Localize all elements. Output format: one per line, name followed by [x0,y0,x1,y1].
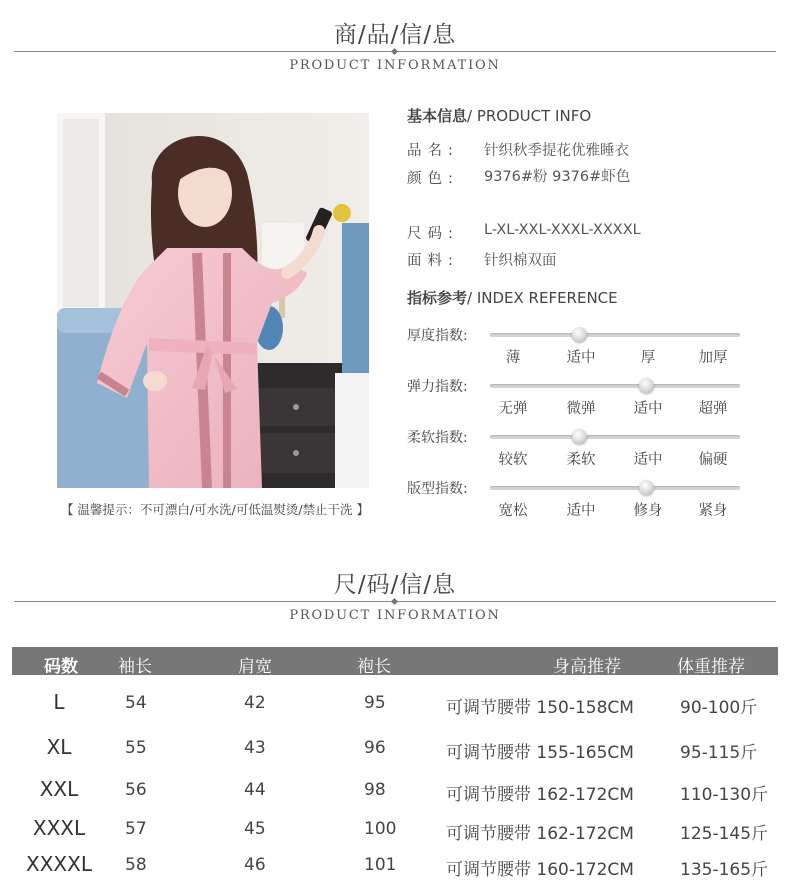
size-cell-2-0: XXL [39,777,79,801]
size-cell-2-1: 56 [125,780,147,800]
index-option-2-3: 偏硬 [698,452,728,468]
size-cell-4-4: 可调节腰带 160-172CM [446,860,634,880]
size-cell-4-3: 101 [364,855,397,875]
basic-info-heading [407,105,591,126]
index-slider-knob-1 [639,378,654,393]
size-cell-4-1: 58 [125,855,147,875]
index-slider-track-1 [490,384,740,388]
info-label-color: 颜色: [407,171,459,187]
product-info-title: 商/品/信/息 [333,22,457,48]
info-value-size: L-XL-XXL-XXXL-XXXXL [484,222,641,238]
size-cell-3-0: XXXL [32,816,86,840]
size-cell-3-2: 45 [244,819,266,839]
index-option-0-0: 薄 [505,350,521,366]
index-slider-track-2 [490,435,740,439]
size-cell-0-4: 可调节腰带 150-158CM [446,698,634,718]
index-reference-heading-en: / INDEX REFERENCE [467,289,618,307]
size-cell-2-5: 110-130斤 [680,785,769,805]
care-instructions: 【 温馨提示：不可漂白/可水洗/可低温熨烫/禁止干洗 】 [60,502,370,517]
size-cell-0-3: 95 [364,693,386,713]
index-label-2: 柔软指数: [407,430,468,446]
index-slider-knob-3 [639,480,654,495]
size-cell-3-1: 57 [125,819,147,839]
size-cell-2-4: 可调节腰带 162-172CM [446,785,634,805]
size-cell-2-2: 44 [244,780,266,800]
index-option-2-1: 柔软 [566,452,596,468]
index-slider-track-0 [490,333,740,337]
index-option-1-1: 微弹 [566,401,596,417]
info-value-color: 9376#粉 9376#虾色 [484,169,631,185]
index-label-0: 厚度指数: [407,328,468,344]
index-option-1-0: 无弹 [498,401,528,417]
size-cell-0-0: L [53,690,65,714]
index-option-0-3: 加厚 [698,350,728,366]
index-reference-heading [407,287,618,308]
size-cell-0-5: 90-100斤 [680,698,758,718]
product-photo [57,113,369,488]
index-slider-knob-0 [572,327,587,342]
size-info-subtitle: PRODUCT INFORMATION [289,608,501,623]
size-cell-1-5: 95-115斤 [680,743,758,763]
size-cell-1-2: 43 [244,738,266,758]
size-divider-ornament [391,598,398,605]
size-cell-1-3: 96 [364,738,386,758]
basic-info-heading-en: / PRODUCT INFO [467,107,592,125]
index-option-2-0: 较软 [498,452,528,468]
size-header-height: 身高推荐 [553,657,621,677]
size-cell-4-5: 135-165斤 [680,860,769,880]
index-label-3: 版型指数: [407,481,468,497]
size-cell-2-3: 98 [364,780,386,800]
index-slider-track-3 [490,486,740,490]
index-option-3-0: 宽松 [498,503,528,519]
size-header-weight: 体重推荐 [677,657,745,677]
index-option-3-1: 适中 [566,503,596,519]
size-header-length: 袍长 [357,657,391,677]
info-value-fabric: 针织棉双面 [484,253,557,269]
size-cell-4-0: XXXXL [26,852,92,876]
index-label-1: 弹力指数: [407,379,468,395]
size-cell-1-1: 55 [125,738,147,758]
size-cell-3-5: 125-145斤 [680,824,769,844]
info-label-name: 品名: [407,143,459,159]
info-label-fabric: 面料: [407,253,459,269]
size-info-title: 尺/码/信/息 [333,572,457,598]
size-cell-1-4: 可调节腰带 155-165CM [446,743,634,763]
basic-info-heading-cn: 基本信息 [407,107,468,125]
size-cell-3-3: 100 [364,819,397,839]
index-option-0-1: 适中 [566,350,596,366]
index-option-1-2: 适中 [633,401,663,417]
index-reference-heading-cn: 指标参考 [407,289,468,307]
index-option-1-3: 超弹 [698,401,728,417]
info-label-size: 尺码: [407,226,459,242]
index-slider-knob-2 [572,429,587,444]
product-info-subtitle: PRODUCT INFORMATION [289,58,501,73]
size-header-sleeve: 袖长 [118,657,152,677]
info-value-name: 针织秋季提花优雅睡衣 [484,143,629,159]
size-cell-4-2: 46 [244,855,266,875]
index-option-0-2: 厚 [640,350,656,366]
index-option-3-2: 修身 [633,503,663,519]
size-cell-0-1: 54 [125,693,147,713]
size-cell-1-0: XL [46,735,72,759]
index-option-3-3: 紧身 [698,503,728,519]
size-header-size: 码数 [44,657,78,677]
size-header-shoulder: 肩宽 [238,657,272,677]
size-cell-3-4: 可调节腰带 162-172CM [446,824,634,844]
divider-ornament [391,48,398,55]
size-cell-0-2: 42 [244,693,266,713]
index-option-2-2: 适中 [633,452,663,468]
